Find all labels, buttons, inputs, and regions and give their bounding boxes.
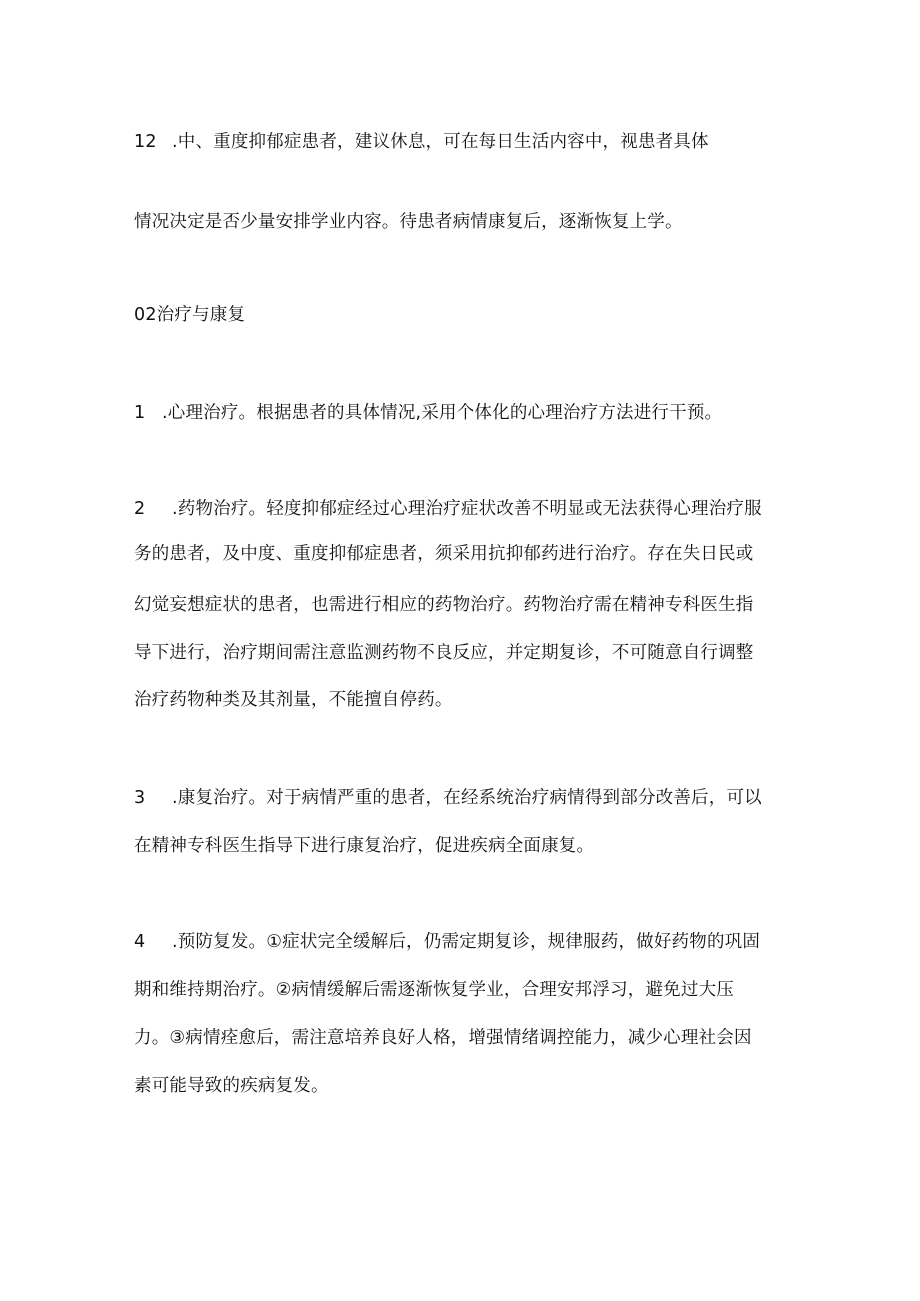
item-2-line-3: 幻觉妄想症状的患者，也需进行相应的药物治疗。药物治疗需在精神专科医生指 bbox=[134, 595, 754, 615]
item-12-line-2: 情况决定是否少量安排学业内容。待患者病情康复后，逐渐恢复上学。 bbox=[134, 212, 683, 232]
item-1-line-1 bbox=[134, 401, 794, 425]
item-12-number: 12 bbox=[134, 132, 157, 152]
item-4-line-3: 力。③病情痊愈后，需注意培养良好人格，增强情绪调控能力，减少心理社会因 bbox=[134, 1028, 752, 1048]
item-4-line-1 bbox=[134, 930, 794, 954]
item-4-text-1: .预防复发。①症状完全缓解后，仍需定期复诊，规律服药，做好药物的巩固 bbox=[172, 932, 761, 952]
item-1-text-1: .心理治疗。根据患者的具体情况,采用个体化的心理治疗方法进行干预。 bbox=[162, 403, 723, 423]
item-3-line-2: 在精神专科医生指导下进行康复治疗，促进疾病全面康复。 bbox=[134, 836, 595, 856]
item-4-line-2: 期和维持期治疗。②病情缓解后需逐渐恢复学业，合理安邦浮习，避免过大压 bbox=[134, 980, 734, 1000]
item-2-text-1: .药物治疗。轻度抑郁症经过心理治疗症状改善不明显或无法获得心理治疗服 bbox=[172, 499, 762, 519]
section-heading: 02治疗与康复 bbox=[134, 305, 246, 325]
item-12-line-1 bbox=[134, 130, 794, 154]
item-2-line-1 bbox=[134, 497, 794, 521]
item-4-number: 4 bbox=[134, 932, 146, 952]
item-3-text-1: .康复治疗。对于病情严重的患者，在经系统治疗病情得到部分改善后，可以 bbox=[172, 788, 762, 808]
item-12-text-1: .中、重度抑郁症患者，建议休息，可在每日生活内容中，视患者具体 bbox=[172, 132, 709, 152]
item-3-line-1 bbox=[134, 786, 794, 810]
item-1-number: 1 bbox=[134, 403, 146, 423]
item-2-line-4: 导下进行，治疗期间需注意监测药物不良反应，并定期复诊，不可随意自行调整 bbox=[134, 643, 754, 663]
item-4-line-4: 素可能导致的疾病复发。 bbox=[134, 1076, 329, 1096]
item-3-number: 3 bbox=[134, 788, 146, 808]
item-2-line-2: 务的患者，及中度、重度抑郁症患者，须采用抗抑郁药进行治疗。存在失日民或 bbox=[134, 544, 754, 564]
item-2-number: 2 bbox=[134, 499, 146, 519]
item-2-line-5: 治疗药物种类及其剂量，不能擅自停药。 bbox=[134, 690, 453, 710]
